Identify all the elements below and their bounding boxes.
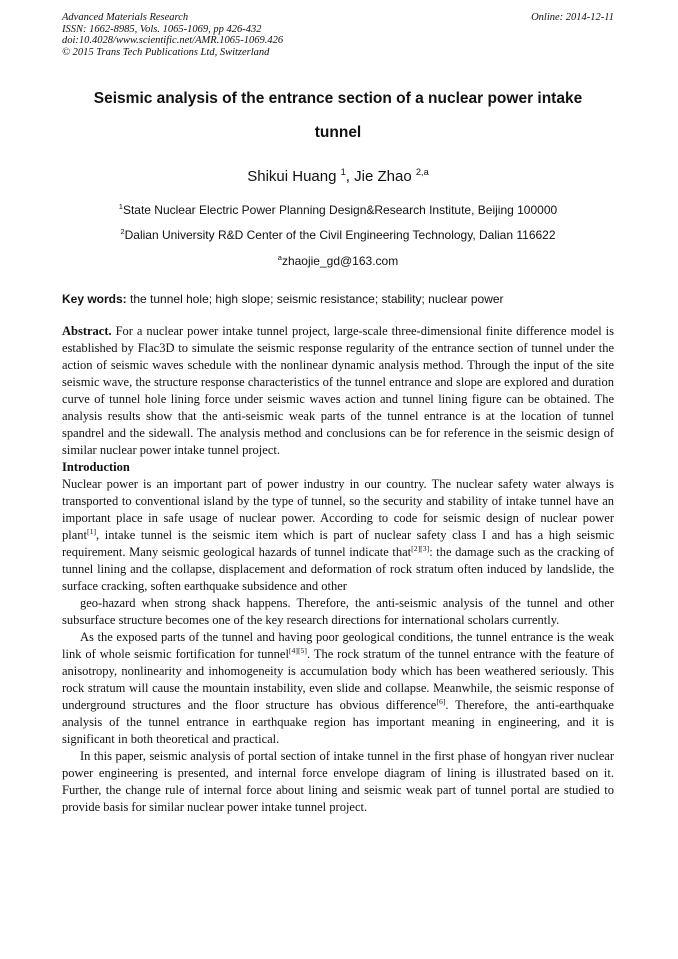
citation-1: [1]: [87, 526, 97, 536]
journal-name: Advanced Materials Research: [62, 12, 189, 23]
author-2: , Jie Zhao: [345, 168, 416, 185]
intro-p1-text-a: Nuclear power is an important part of power industry in our country. The nuclear safety water always is transported to conventional island by the type of tunnel, so the security and stability of intake tunnel have an important place in safe usage of nuclear power. According to code for seismic design of nuclear power plant: [62, 477, 614, 542]
abstract-text: For a nuclear power intake tunnel project, large-scale three-dimensional finite difference model is established by Flac3D to simulate the seismic response regularity of the entrance section of tunnel under the action of seismic waves schedule with the nonlinear dynamic analysis method. Through the input of the site seismic wave, the structure response characteristics of the tunnel entrance and slope are explored and duration curve of tunnel hole lining force under seismic waves action and tunnel lining figure can be obtained. The analysis results show that the anti-seismic weak parts of the tunnel entrance is at the location of tunnel spandrel and the sidewall. The analysis method and conclusions can be for reference in the seismic design of similar nuclear power intake tunnel project.: [62, 324, 614, 457]
introduction-paragraph-2: geo-hazard when strong shack happens. Therefore, the anti-seismic analysis of the tunnel and other subsurface structure becomes one of the key research directions for international scholars currently.: [62, 596, 614, 627]
email-mark: a: [277, 253, 282, 262]
online-date: Online: 2014-12-11: [531, 12, 614, 23]
introduction-heading: Introduction: [62, 460, 130, 474]
citation-4-5: [4][5]: [288, 645, 307, 655]
author-1-affiliation-mark: 1: [340, 167, 346, 177]
abstract-paragraph: [62, 323, 614, 459]
citation-2-3: [2][3]: [411, 543, 430, 553]
paper-body: [62, 323, 614, 816]
affiliation-1-text: State Nuclear Electric Power Planning Design&Research Institute, Beijing 100000: [122, 203, 558, 217]
paper-title-line-1: Seismic analysis of the entrance section of a nuclear power intake: [93, 90, 583, 107]
author-1: Shikui Huang: [247, 168, 341, 185]
affiliation-1-mark: 1: [118, 202, 123, 211]
introduction-paragraph-1: [62, 476, 614, 595]
paper-title-line-2: tunnel: [314, 124, 362, 141]
copyright-line: © 2015 Trans Tech Publications Ltd, Switzerland: [62, 46, 270, 58]
email-text: zhaojie_gd@163.com: [281, 254, 399, 268]
keywords-label: Key words:: [62, 292, 127, 306]
author-list: [62, 168, 614, 185]
intro-p3-text-a: As the exposed parts of the tunnel and having poor geological conditions, the tunnel entrance is the weak link of whole seismic fortification for tunnel: [62, 630, 614, 661]
affiliation-2-text: Dalian University R&D Center of the Civil Engineering Technology, Dalian 116622: [124, 228, 556, 242]
doi-line: doi:10.4028/www.scientific.net/AMR.1065-1069.426: [62, 35, 284, 47]
intro-p1-text-c: : the damage such as the cracking of tunnel lining and the collapse, displacement and deformation of rock stratum often induced by landslide, the surface cracking, soften earthquake subsidence and other: [62, 545, 614, 593]
issn-line: ISSN: 1662-8985, Vols. 1065-1069, pp 426-432: [62, 23, 262, 35]
journal-header: [62, 12, 283, 58]
introduction-paragraph-3: [62, 629, 614, 748]
keywords-text: the tunnel hole; high slope; seismic resistance; stability; nuclear power: [126, 292, 504, 306]
affiliation-2-mark: 2: [120, 227, 125, 236]
author-2-affiliation-mark: 2,a: [415, 167, 429, 177]
affiliation-2: [62, 228, 614, 242]
intro-p3-text-c: . Therefore, the anti-earthquake analysis of the tunnel entrance in earthquake region has important meaning in engineering, and it is significant in both theoretical and practical.: [62, 698, 614, 746]
abstract-label: Abstract.: [62, 324, 112, 338]
citation-6: [6]: [436, 696, 446, 706]
author-email: [62, 254, 614, 268]
affiliation-1: [62, 203, 614, 217]
introduction-paragraph-4: In this paper, seismic analysis of portal section of intake tunnel in the first phase of hongyan river nuclear power engineering is presented, and internal force envelope diagram of lining is illustrated based on it. Further, the change rule of internal force about lining and seismic weak part of tunnel portal are studied to provide basis for similar nuclear power intake tunnel project.: [62, 749, 614, 814]
intro-p3-text-b: . The rock stratum of the tunnel entrance with the feature of anisotropy, nonlinearity and inhomogeneity is accumulation body which has been weathered seriously. This rock stratum will cause the mountain instability, even slide and collapse. Meanwhile, the seismic response of underground structures and the floor structure has obvious difference: [62, 647, 614, 712]
keywords: [62, 292, 614, 306]
intro-p1-text-b: , intake tunnel is the seismic item which is part of nuclear safety class I and has a high seismic requirement. Many seismic geological hazards of tunnel indicate that: [62, 528, 614, 559]
